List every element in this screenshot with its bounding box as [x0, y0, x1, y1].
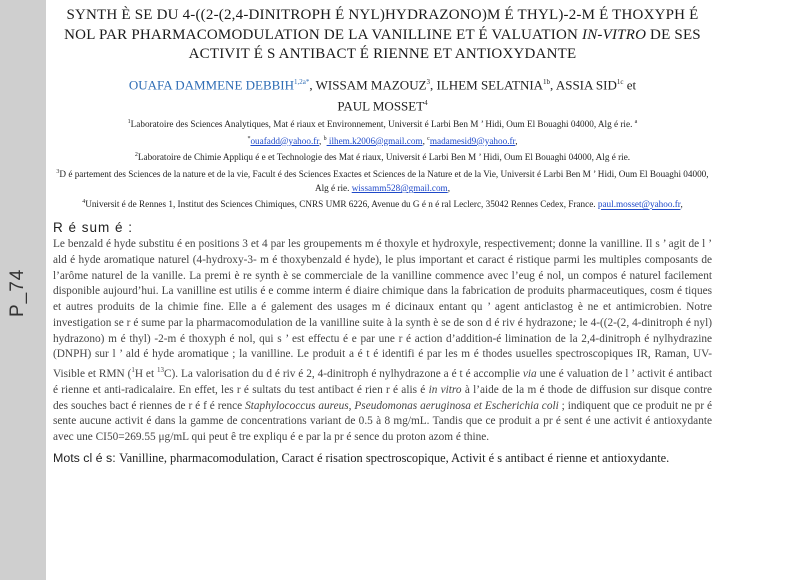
author-sup: 3	[426, 77, 431, 86]
title-text-end: DE SES ACTIVIT É S ANTIBACT É RIENNE ET ANTIOXYDANTE	[188, 26, 701, 62]
abstract-italic: in vitro	[428, 383, 462, 396]
affil-sup: 1	[127, 119, 131, 126]
abstract-heading: R é sum é :	[53, 219, 134, 235]
affil-text: Universit é de Rennes 1, Institut des Sciences Chimiques, CNRS UMR 6226, Avenue du G é n é ral Leclerc, 35042 Rennes Cedex, France.	[85, 199, 598, 210]
paper-page	[53, 0, 712, 467]
abstract-italic: ;	[572, 316, 580, 329]
email-link-a[interactable]: ouafadd@yahoo.fr	[250, 135, 319, 146]
affil-sup: 4	[82, 199, 86, 206]
author-sup: 4	[424, 98, 428, 107]
abstract-text: à l’aide de la m é thode de diffusion sur disque contre des souches bact é riennes de r é f é rence	[53, 383, 713, 412]
page-label: P_74	[7, 268, 28, 318]
abstract-text: ; indiquent que ce produit ne pr é sente aucune activit é dans la gamme de concentrations variant de 0.5 à 8 mg/mL. Tandis que ce produit a pr é sent é une activit é antioxydante avec une CI50=269.55 μg/mL qui peut ê tre expliqu é e par la pr é sence du proton azom é thine.	[53, 399, 713, 444]
affil-sup: 2	[134, 152, 138, 159]
abstract-text: C). La valorisation du d é riv é 2, 4-dinitroph é nylhydrazone a é t é accomplie	[164, 368, 523, 381]
sep: ,	[515, 135, 518, 146]
sep: ,	[422, 135, 428, 146]
abstract-sup: 1	[131, 366, 135, 375]
author-list	[53, 73, 712, 116]
author-4: , ASSIA SID	[550, 76, 617, 92]
abstract-text: une é valuation de l ’ activit é antibact é rienne et anti-radicalaire. En effet, les r é sultats du test antibact é rien r é alis é	[53, 368, 712, 396]
sep: ,	[447, 183, 451, 194]
abstract-text: le 4-((2-(2, 4-dinitroph é nyl) hydrazono) m é thyl) -2-m é thoxyph é nol, qui s ’ est effectu é e par une r é action d’addition-é limination de la 2,4-dinitroph é nylhydrazine (DNPH) sur l ’ ald é hyde aromatique ; la vanilline. Le produit a é t é identifi é par les m é thodes usuelles spectroscopiques IR, Raman, UV-Visible et RMN (	[53, 316, 712, 381]
email-link-4[interactable]: paul.mosset@yahoo.fr	[597, 199, 681, 210]
author-3: , ILHEM SELATNIA	[430, 76, 544, 92]
affil-sup: c	[427, 135, 430, 142]
sep: ,	[680, 199, 683, 210]
affil-sup: a	[634, 119, 638, 126]
affil-sup: b	[323, 135, 327, 142]
abstract-body	[53, 237, 712, 446]
author-first: OUAFA DAMMENE DEBBIH	[128, 76, 295, 92]
email-link-3[interactable]: wissamm528@gmail.com	[351, 183, 448, 194]
left-margin-bar	[0, 0, 46, 580]
affil-sup: *	[247, 135, 251, 142]
keywords-label: Mots cl é s:	[53, 451, 120, 466]
keywords	[53, 450, 712, 467]
affil-text: Laboratoire de Chimie Appliqu é e et Technologie des Mat é riaux, Universit é Larbi Ben M ’ Hidi, Oum El Bouaghi 04000, Alg é rie.	[137, 152, 631, 163]
paper-title	[59, 6, 706, 65]
author-sup: 1b	[543, 77, 551, 86]
author-sup: 1,2a*	[294, 77, 310, 86]
affiliation-3	[53, 165, 712, 196]
affiliation-4	[53, 195, 712, 211]
abstract-italic: Staphylococcus aureus, Pseudomonas aeruginosa et Escherichia coli	[245, 399, 559, 412]
affil-sup: 3	[56, 168, 60, 175]
affiliation-1	[53, 115, 712, 148]
author-sup: 1c	[616, 77, 624, 86]
author-2: , WISSAM MAZOUZ	[309, 76, 427, 92]
abstract-sup: 13	[157, 366, 164, 375]
affil-text: Laboratoire des Sciences Analytiques, Mat é riaux et Environnement, Universit é Larbi Ben M ’ Hidi, Oum El Bouaghi 04000, Alg é rie.	[130, 119, 635, 130]
abstract-italic: via	[522, 368, 537, 381]
email-link-c[interactable]: madamesid9@yahoo.fr	[429, 135, 516, 146]
title-italic: IN-VITRO	[582, 26, 647, 43]
author-5: PAUL MOSSET	[337, 98, 425, 114]
affiliations	[53, 115, 712, 212]
abstract-text: Le benzald é hyde substitu é en positions 3 et 4 par les groupements m é thoxyle et hydroxyle, respectivement; donne la vanilline. Il s ’ agit de l ’ ald é hyde aromatique naturel (4-hydroxy-3- m é thoxybenzald é hyde), le plus important et caract é ristique parmi les multiples composants de l’arôme naturel de la vanille. La premi è re synth è se commerciale de la vanilline commence avec l’eug é nol, un compos é naturel facilement disponible aujourd’hui. La vanilline est utilis é e comme interm é diaire chimique dans la fabrication de produits pharmaceutiques, cosm é tiques et autres produits de la chimie fine. Elle a é galement des usages m é dicinaux entant qu ’ agent anticlastog è ne et antimicrobien. Notre investigation se r é sume par la pharmacomodulation de la vanilline suite à la synth è se de son d é riv é hydrazone	[53, 237, 712, 329]
abstract-text: H et	[134, 368, 157, 381]
keywords-text: Vanilline, pharmacomodulation, Caract é risation spectroscopique, Activit é s antibact é rienne et antioxydante.	[119, 451, 670, 466]
affiliation-2	[53, 148, 712, 164]
affil-text: D é partement des Sciences de la nature et de la vie, Facult é des Sciences Exactes et Sciences de la Nature et de la Vie, Universit é Larbi Ben M ’ Hidi, Oum El Bouaghi 04000, Alg é rie.	[59, 168, 709, 194]
email-link-b[interactable]: ilhem.k2006@gmail.com	[326, 135, 423, 146]
author-conj: et	[623, 76, 637, 92]
sep: ,	[319, 135, 324, 146]
title-text: SYNTH È SE DU 4-((2-(2,4-DINITROPH É NYL)HYDRAZONO)M É THYL)-2-M É THOXYPH É NOL PAR PHARMACOMODULATION DE LA VANILLINE ET É VALUATION	[64, 7, 699, 43]
